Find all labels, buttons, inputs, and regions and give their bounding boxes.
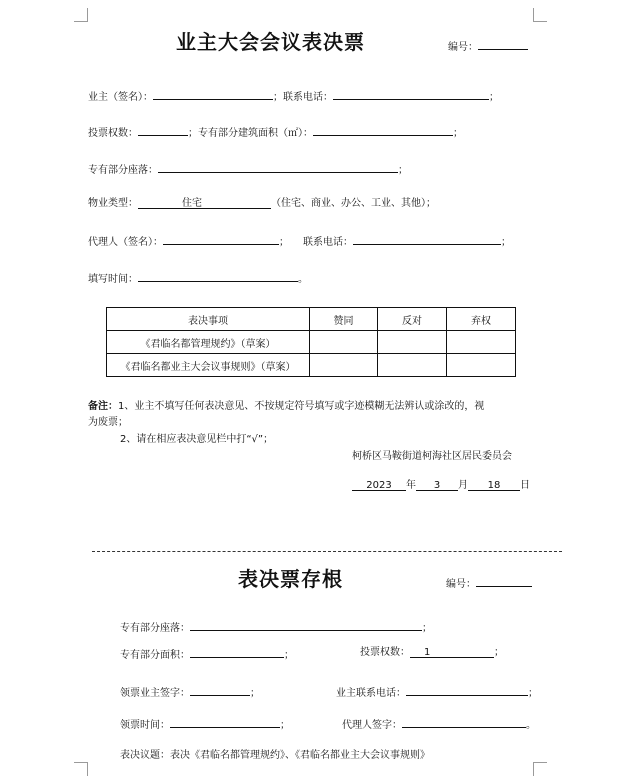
stub-number-field [446, 575, 532, 590]
property-type-options: （住宅、商业、办公、工业、其他）； [271, 198, 436, 209]
cell-abstain[interactable] [447, 331, 516, 354]
table-row [107, 331, 516, 354]
stub-owner-phone-line[interactable] [406, 684, 528, 696]
agent-phone-label: 联系电话： [303, 237, 353, 248]
date-year-label: 年 [406, 480, 416, 491]
date-day: 18 [468, 479, 520, 491]
note-line-1 [88, 400, 484, 414]
stub-number-label: 编号： [446, 579, 476, 590]
date-year: 2023 [352, 479, 406, 491]
cut-line-divider [92, 551, 562, 552]
fill-time-line[interactable] [138, 270, 298, 282]
stub-location-line[interactable] [190, 619, 422, 631]
table-row [107, 354, 516, 377]
stub-number-line[interactable] [476, 575, 532, 587]
property-type-value[interactable]: 住宅 [138, 197, 271, 209]
vote-weight-label: 投票权数： [88, 128, 138, 139]
header-abstain: 弃权 [447, 308, 516, 331]
agent-sign-label: 代理人（签名）： [88, 237, 163, 248]
stub-receive-time-line[interactable] [170, 716, 280, 728]
stub-area-label: 专有部分面积： [120, 650, 190, 661]
ballot-title: 业主大会会议表决票 [176, 30, 365, 54]
fill-time-end: 。 [298, 274, 308, 285]
stub-agent-sign-line[interactable] [402, 716, 526, 728]
stub-location-end: ； [422, 623, 432, 634]
stub-receiver-sign-label: 领票业主签字： [120, 688, 190, 699]
owner-sign-label: 业主（签名）： [88, 92, 153, 103]
area-row-end: ； [453, 128, 463, 139]
note-line-2: 2、请在相应表决意见栏中打“√”； [120, 434, 274, 445]
stub-title: 表决票存根 [238, 567, 343, 591]
cell-agree[interactable] [310, 354, 378, 377]
date-month-label: 月 [458, 480, 468, 491]
stub-receive-time-row [120, 716, 290, 733]
stub-receive-time-label: 领票时间： [120, 720, 170, 731]
property-type-row [88, 197, 436, 211]
header-oppose: 反对 [378, 308, 447, 331]
stub-agent-sign-label: 代理人签字： [342, 720, 402, 731]
stub-vote-weight-row [360, 646, 504, 660]
agent-phone-line[interactable] [353, 233, 501, 245]
owner-row-end: ； [489, 92, 499, 103]
crop-mark-bottom-right [533, 762, 547, 776]
stub-agent-sign-end: 。 [526, 720, 536, 731]
header-agree: 赞同 [310, 308, 378, 331]
fill-time-label: 填写时间： [88, 274, 138, 285]
ballot-number-label: 编号： [448, 42, 478, 53]
fill-time-row [88, 270, 308, 287]
cell-oppose[interactable] [378, 331, 447, 354]
cell-agree[interactable] [310, 331, 378, 354]
stub-vote-weight-value[interactable]: 1 [410, 646, 494, 658]
issuer: 柯桥区马鞍街道柯海社区居民委员会 [352, 451, 512, 462]
owner-sign-line[interactable] [153, 88, 273, 100]
stub-location-row [120, 619, 432, 636]
crop-mark-bottom-left [74, 762, 88, 776]
vote-table-header [107, 308, 516, 331]
agent-sign-end: ； [279, 237, 289, 248]
stub-receive-time-end: ； [280, 720, 290, 731]
location-line[interactable] [158, 161, 398, 173]
note-1-text: 1、业主不填写任何表决意见、不按规定符号填写或字迹模糊无法辨认或涂改的，视 [118, 401, 485, 412]
stub-vote-weight-end: ； [494, 647, 504, 658]
agent-row [88, 233, 511, 250]
owner-phone-label: ；联系电话： [273, 92, 333, 103]
ballot-number-field [448, 38, 528, 53]
owner-phone-line[interactable] [333, 88, 489, 100]
note-label: 备注： [88, 401, 118, 412]
stub-owner-phone-end: ； [528, 688, 538, 699]
crop-mark-top-right [533, 8, 547, 22]
stub-area-line[interactable] [190, 646, 284, 658]
area-line[interactable] [313, 124, 453, 136]
vote-weight-row [88, 124, 463, 141]
stub-receiver-sign-end: ； [250, 688, 260, 699]
agent-sign-line[interactable] [163, 233, 279, 245]
cell-abstain[interactable] [447, 354, 516, 377]
vote-weight-line[interactable] [138, 124, 188, 136]
location-row [88, 161, 408, 178]
area-label: ；专有部分建筑面积（㎡）： [188, 128, 313, 139]
vote-table [106, 307, 516, 377]
stub-vote-weight-label: 投票权数： [360, 647, 410, 658]
stub-location-label: 专有部分座落： [120, 623, 190, 634]
stub-topics: 表决议题：表决《君临名都管理规约》、《君临名都业主大会议事规则》 [120, 750, 430, 761]
owner-row [88, 88, 499, 105]
row-item-management-rules: 《君临名都管理规约》（草案） [107, 331, 310, 354]
ballot-number-line[interactable] [478, 38, 528, 50]
stub-area-row [120, 646, 294, 663]
property-type-label: 物业类型： [88, 198, 138, 209]
cell-oppose[interactable] [378, 354, 447, 377]
header-item: 表决事项 [107, 308, 310, 331]
location-row-end: ； [398, 165, 408, 176]
agent-phone-end: ； [501, 237, 511, 248]
stub-receiver-row [120, 684, 260, 701]
note-line-1-cont: 为废票； [88, 417, 128, 428]
stub-owner-phone-label: 业主联系电话： [336, 688, 406, 699]
row-item-meeting-rules: 《君临名都业主大会议事规则》（草案） [107, 354, 310, 377]
stub-receiver-sign-line[interactable] [190, 684, 250, 696]
location-label: 专有部分座落： [88, 165, 158, 176]
date-day-label: 日 [520, 480, 530, 491]
date-month: 3 [416, 479, 458, 491]
issue-date [352, 479, 530, 493]
stub-agent-sign-row [342, 716, 536, 733]
crop-mark-top-left [74, 8, 88, 22]
stub-owner-phone-row [336, 684, 538, 701]
stub-area-end: ； [284, 650, 294, 661]
